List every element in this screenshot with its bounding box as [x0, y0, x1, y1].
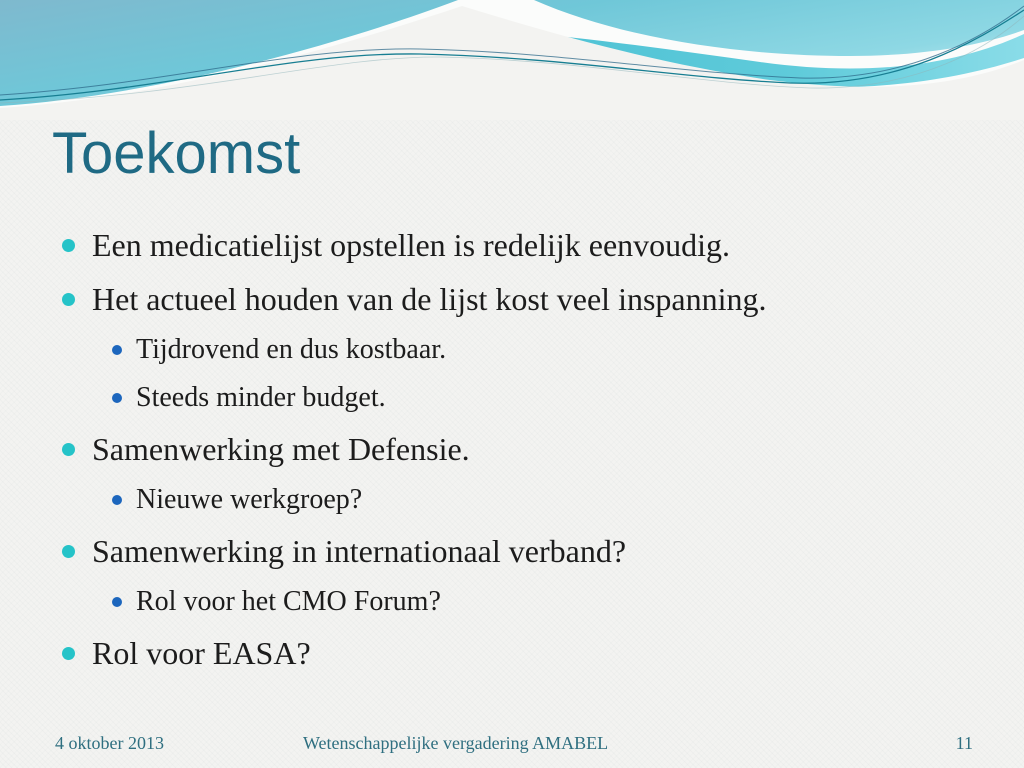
list-item [60, 218, 990, 272]
list-item [60, 272, 990, 326]
bullet-icon [112, 597, 122, 607]
bullet-text: Samenwerking in internationaal verband? [92, 532, 627, 569]
bullet-icon [112, 495, 122, 505]
bullet-icon [62, 443, 75, 456]
list-item [60, 374, 990, 422]
footer-date: 4 oktober 2013 [55, 733, 164, 753]
bullet-text: Het actueel houden van de lijst kost veel inspanning. [92, 280, 767, 317]
bullet-text: Een medicatielijst opstellen is redelijk eenvoudig. [92, 226, 731, 263]
page-title: Toekomst [52, 121, 301, 186]
list-item [60, 578, 990, 626]
footer [0, 733, 1024, 759]
bullet-icon [62, 239, 75, 252]
bullet-text: Rol voor het CMO Forum? [136, 586, 441, 617]
bullet-text: Samenwerking met Defensie. [92, 430, 470, 467]
bullet-text: Steeds minder budget. [136, 382, 386, 413]
list-item [60, 476, 990, 524]
bullet-icon [112, 393, 122, 403]
bullet-text: Rol voor EASA? [92, 634, 311, 671]
bullet-icon [112, 345, 122, 355]
list-item [60, 524, 990, 578]
list-item [60, 326, 990, 374]
bullet-icon [62, 293, 75, 306]
bullet-text: Nieuwe werkgroep? [136, 484, 363, 515]
footer-page-number: 11 [955, 733, 973, 753]
bullet-list [60, 218, 990, 680]
list-item [60, 626, 990, 680]
list-item [60, 422, 990, 476]
bullet-text: Tijdrovend en dus kostbaar. [136, 334, 447, 365]
bullet-icon [62, 647, 75, 660]
header-wave-graphic [0, 0, 1024, 120]
bullet-icon [62, 545, 75, 558]
footer-title: Wetenschappelijke vergadering AMABEL [303, 733, 609, 753]
